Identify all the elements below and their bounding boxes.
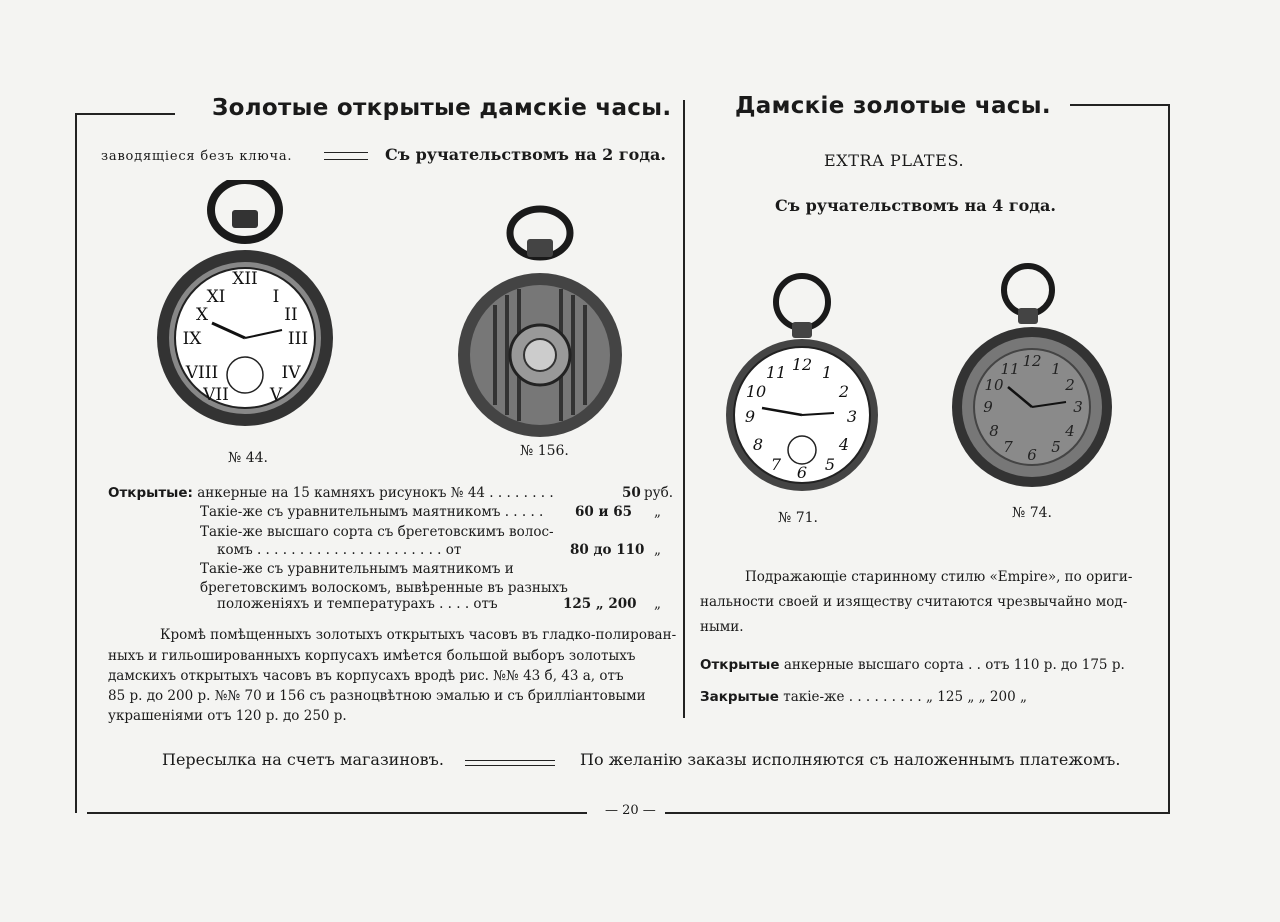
- price-row-4-cont: положенiяхъ и температурахъ . . . . отъ: [217, 596, 498, 612]
- svg-text:6: 6: [796, 463, 808, 482]
- price-row-4: Такiе-же съ уравнительнымъ маятникомъ и брегетовскимъ волоскомъ, вывѣренные въ разныхъ: [200, 561, 568, 596]
- svg-text:VIII: VIII: [185, 363, 219, 383]
- svg-text:5: 5: [1051, 438, 1061, 456]
- svg-text:XI: XI: [206, 287, 226, 307]
- double-rule: [324, 152, 368, 160]
- svg-text:5: 5: [824, 455, 836, 474]
- footer-right: По желанiю заказы исполняются съ наложеннымъ платежомъ.: [580, 750, 1121, 769]
- frame-right: [1168, 104, 1170, 814]
- caption-44: № 44.: [228, 450, 268, 466]
- svg-text:III: III: [287, 329, 309, 349]
- svg-text:IV: IV: [281, 363, 301, 383]
- svg-text:6: 6: [1027, 446, 1037, 464]
- right-price-closed: [700, 688, 1027, 707]
- svg-text:10: 10: [984, 376, 1004, 394]
- svg-text:V: V: [269, 385, 283, 405]
- frame-left: [75, 113, 77, 813]
- price-value: 50: [622, 485, 641, 501]
- price-unit: „: [654, 542, 661, 558]
- right-paragraph-line: ными.: [700, 619, 744, 635]
- svg-text:7: 7: [1003, 438, 1013, 456]
- svg-text:9: 9: [983, 398, 993, 416]
- right-title: Дамскiе золотые часы.: [735, 93, 1051, 119]
- right-price-open: [700, 656, 1125, 675]
- watch-74-image: [948, 262, 1118, 494]
- footer-rule: [465, 760, 555, 766]
- price-label-closed: Закрытые: [700, 689, 779, 705]
- page-number: — 20 —: [605, 803, 656, 818]
- left-paragraph-line: 85 р. до 200 р. №№ 70 и 156 съ разноцвѣтною эмалью и съ брилліантовыми: [108, 688, 646, 704]
- svg-text:2: 2: [838, 382, 850, 401]
- svg-text:3: 3: [846, 407, 858, 426]
- price-row-2: Такiе-же съ уравнительнымъ маятникомъ . . . . .: [200, 504, 544, 520]
- svg-text:II: II: [284, 305, 298, 325]
- svg-text:VII: VII: [203, 385, 229, 405]
- svg-text:2: 2: [1065, 376, 1075, 394]
- caption-71: № 71.: [778, 510, 818, 526]
- price-row-3-cont: комъ . . . . . . . . . . . . . . . . . . . . . . от: [217, 542, 462, 558]
- left-paragraph-line: дамскихъ открытыхъ часовъ въ корпусахъ вродѣ рис. №№ 43 б, 43 а, отъ: [108, 668, 624, 684]
- right-guarantee: Съ ручательствомъ на 4 года.: [775, 196, 1056, 215]
- price-label-open: Открытые:: [108, 485, 193, 501]
- svg-text:8: 8: [752, 435, 764, 454]
- svg-text:1: 1: [821, 363, 833, 382]
- price-unit: „: [654, 596, 661, 612]
- watch-44-image: [150, 180, 340, 450]
- svg-text:10: 10: [745, 382, 767, 401]
- svg-text:9: 9: [744, 407, 756, 426]
- frame-top-left: [75, 113, 175, 115]
- center-divider: [683, 100, 685, 718]
- frame-bottom-right: [665, 812, 1170, 814]
- watch-71-image: [720, 270, 880, 505]
- winding-note: заводящiеся безъ ключа.: [101, 149, 293, 164]
- price-row-3: Такiе-же высшаго сорта съ брегетовскимъ волос-: [200, 524, 554, 540]
- frame-bottom-left: [87, 812, 587, 814]
- svg-text:X: X: [195, 305, 209, 325]
- svg-text:4: 4: [1065, 422, 1075, 440]
- svg-text:11: 11: [765, 363, 787, 382]
- price-text: такiе-же . . . . . . . . . „ 125 „ „ 200 „: [783, 689, 1027, 705]
- caption-156: № 156.: [520, 443, 569, 459]
- frame-top-right: [1070, 104, 1170, 106]
- svg-text:3: 3: [1073, 398, 1083, 416]
- svg-text:1: 1: [1051, 360, 1061, 378]
- svg-text:XII: XII: [232, 269, 258, 289]
- price-text: анкерные высшаго сорта . . отъ 110 р. до 175 р.: [783, 657, 1125, 673]
- left-guarantee: Съ ручательствомъ на 2 года.: [385, 145, 666, 164]
- right-subtitle: EXTRA PLATES.: [824, 151, 965, 170]
- left-paragraph-line: украшеніями отъ 120 р. до 250 р.: [108, 708, 347, 724]
- watch-156-image: [455, 205, 630, 445]
- svg-text:I: I: [272, 287, 280, 307]
- left-paragraph-line: Кромѣ помѣщенныхъ золотыхъ открытыхъ часовъ въ гладко-полирован-: [160, 627, 677, 643]
- price-label-open: Открытые: [700, 657, 780, 673]
- price-unit: руб.: [644, 485, 674, 501]
- caption-74: № 74.: [1012, 505, 1052, 521]
- svg-text:12: 12: [791, 355, 813, 374]
- left-title: Золотые открытые дамскіе часы.: [212, 95, 672, 121]
- svg-text:11: 11: [1000, 360, 1020, 378]
- footer-left: Пересылка на счетъ магазиновъ.: [162, 750, 444, 769]
- price-value: 125 „ 200: [563, 596, 637, 612]
- price-value: 60 и 65: [575, 504, 632, 520]
- right-paragraph-line: Подражающiе старинному стилю «Empire», по ориги-: [745, 569, 1133, 585]
- svg-text:12: 12: [1022, 352, 1042, 370]
- svg-text:8: 8: [989, 422, 999, 440]
- price-value: 80 до 110: [570, 542, 645, 558]
- price-unit: „: [654, 504, 661, 520]
- right-paragraph-line: нальности своей и изяществу считаются чрезвычайно мод-: [700, 594, 1128, 610]
- price-row-1: [108, 484, 554, 503]
- price-text: анкерные на 15 камняхъ рисунокъ № 44 . . . . . . . .: [197, 485, 554, 501]
- svg-text:4: 4: [838, 435, 850, 454]
- svg-text:IX: IX: [182, 329, 202, 349]
- svg-text:7: 7: [770, 455, 782, 474]
- left-paragraph-line: ныхъ и гильошированныхъ корпусахъ имѣется большой выборъ золотыхъ: [108, 648, 636, 664]
